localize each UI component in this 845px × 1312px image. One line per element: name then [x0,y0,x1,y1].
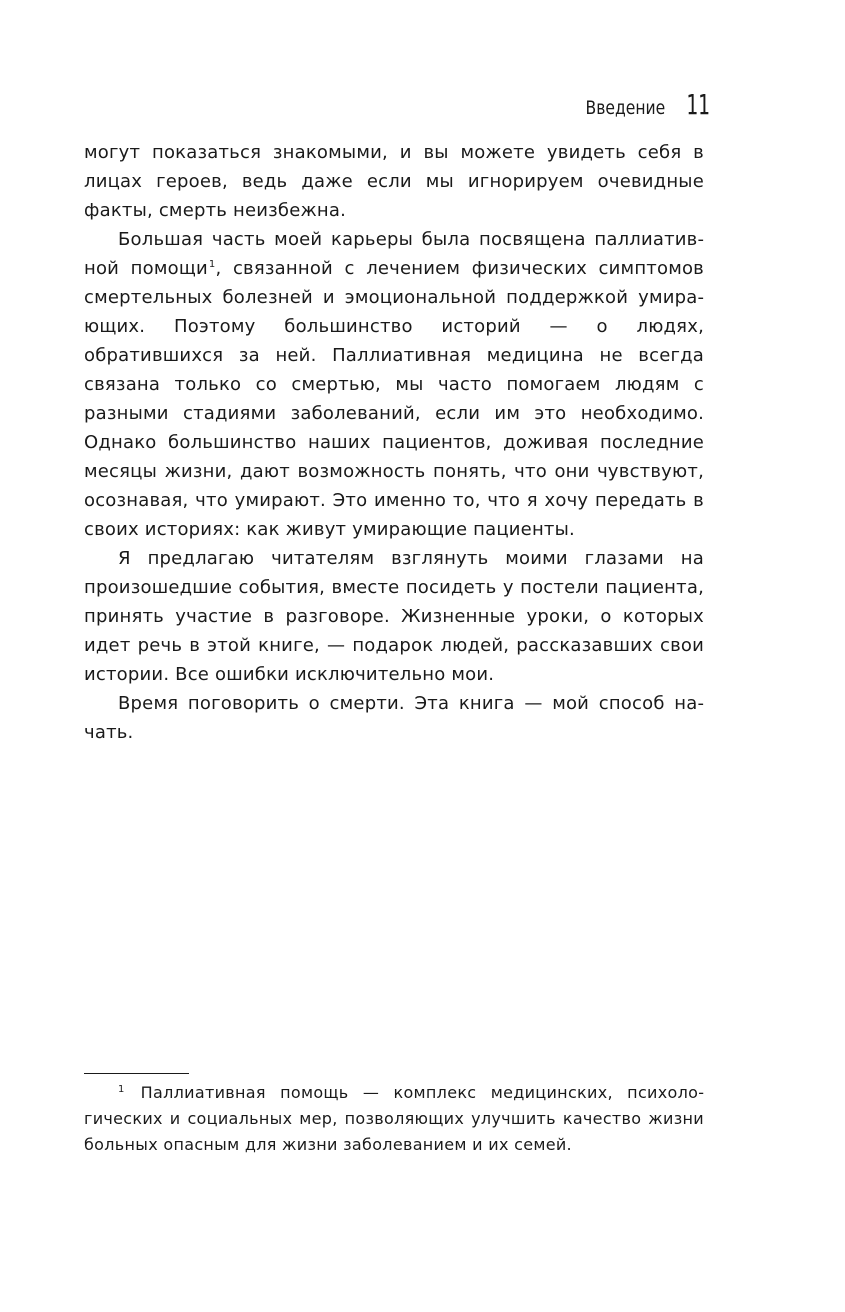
paragraph-2-end: , связанной с лечением физических симптомов смертельных болезней и эмоциональной поддержкой умирающих. Поэтому большинство историй — о людях, обратившихся за ней. Паллиативная медицина не всегда связана только со смертью, мы часто помогаем людям с разными стадиями заболеваний, если им это необходимо. Однако большинство наших пациентов, доживая последние месяцы жизни, дают возможность понять, что они чувствуют, осознавая, что умирают. Это именно то, что я хочу передать в своих историях: как живут умирающие пациенты. [84,258,704,540]
paragraph-3: Я предлагаю читателям взглянуть моими глазами на произошедшие события, вместе посидеть у постели пациента, принять участие в разговоре. Жизненные уроки, о которых идет речь в этой книге, — подарок людей, рассказавших свои истории. Все ошибки исключительно мои. [84,548,704,685]
footnote-divider [84,1073,189,1074]
section-title: Введение [585,97,666,119]
paragraph-2 [84,225,704,544]
paragraph-2-start: Большая часть моей карьеры была посвящена паллиативной помощи [84,229,704,279]
paragraph-1: могут показаться знакомыми, и вы можете увидеть себя в лицах героев, ведь даже если мы игнорируем очевидные факты, смерть неизбежна. [84,142,704,221]
footnote [84,1080,704,1158]
body-text [84,138,704,747]
footnote-marker: 1 [118,1084,125,1095]
page-number: 11 [686,88,710,121]
running-header [84,88,710,121]
footnote-text: Паллиативная помощь — комплекс медицинских, психологических и социальных мер, позволяющих улучшить качество жизни больных опасным для жизни заболеванием и их семей. [84,1083,704,1154]
footnote-reference[interactable]: 1 [208,259,216,270]
paragraph-4: Время поговорить о смерти. Эта книга — мой способ начать. [84,693,704,743]
